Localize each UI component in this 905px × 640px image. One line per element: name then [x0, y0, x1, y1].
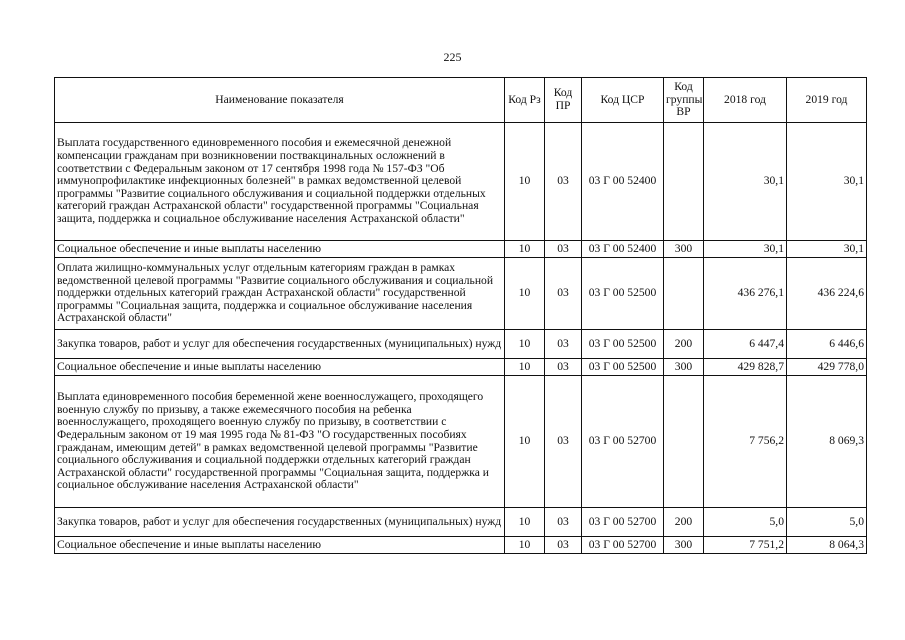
- row-2019: 6 446,6: [787, 330, 867, 359]
- header-csr: Код ЦСР: [582, 78, 664, 123]
- row-2018: 5,0: [704, 508, 787, 537]
- row-rz: 10: [505, 258, 545, 330]
- row-vr: 200: [664, 508, 704, 537]
- row-pr: 03: [545, 330, 582, 359]
- table-row: [55, 359, 867, 376]
- row-2019: 429 778,0: [787, 359, 867, 376]
- table-row: [55, 330, 867, 359]
- row-name: Закупка товаров, работ и услуг для обеспечения государственных (муниципальных) нужд: [55, 508, 505, 537]
- row-2019: 30,1: [787, 241, 867, 258]
- budget-table: [54, 77, 867, 554]
- row-vr: 300: [664, 359, 704, 376]
- row-rz: 10: [505, 508, 545, 537]
- row-2018: 30,1: [704, 241, 787, 258]
- row-csr: 03 Г 00 52700: [582, 376, 664, 508]
- row-2018: 436 276,1: [704, 258, 787, 330]
- header-vr: Код группы ВР: [664, 78, 704, 123]
- row-csr: 03 Г 00 52700: [582, 508, 664, 537]
- row-name: Социальное обеспечение и иные выплаты населению: [55, 241, 505, 258]
- row-2019: 8 064,3: [787, 537, 867, 554]
- row-rz: 10: [505, 241, 545, 258]
- row-vr: [664, 258, 704, 330]
- row-rz: 10: [505, 537, 545, 554]
- row-2018: 30,1: [704, 123, 787, 241]
- row-2019: 5,0: [787, 508, 867, 537]
- row-name: Социальное обеспечение и иные выплаты населению: [55, 359, 505, 376]
- header-2019: 2019 год: [787, 78, 867, 123]
- row-pr: 03: [545, 359, 582, 376]
- table-row: [55, 258, 867, 330]
- table-row: [55, 537, 867, 554]
- header-2018: 2018 год: [704, 78, 787, 123]
- row-2018: 7 751,2: [704, 537, 787, 554]
- row-vr: 300: [664, 537, 704, 554]
- row-csr: 03 Г 00 52500: [582, 330, 664, 359]
- row-csr: 03 Г 00 52500: [582, 258, 664, 330]
- row-2018: 7 756,2: [704, 376, 787, 508]
- row-name: Выплата единовременного пособия беременной жене военнослужащего, проходящего военную службу по призыву, а также ежемесячного пособия на ребенка военнослужащего, проходящего военную службу по призыву, в соответствии с Федеральным законом от 19 мая 1995 года № 81-ФЗ "О государственных пособиях гражданам, имеющим детей" в рамках ведомственной целевой программы "Развитие социального обслуживания и социальной поддержки отдельных категорий граждан Астраханской области" государственной программы "Социальная защита, поддержка и социальное обслуживание населения Астраханской области": [55, 376, 505, 508]
- table-header-row: [55, 78, 867, 123]
- row-rz: 10: [505, 330, 545, 359]
- row-pr: 03: [545, 258, 582, 330]
- row-name: Выплата государственного единовременного пособия и ежемесячной денежной компенсации гражданам при возникновении поствакцинальных осложнений в соответствии с Федеральным законом от 17 сентября 1998 года № 157-ФЗ "Об иммунопрофилактике инфекционных болезней" в рамках ведомственной целевой программы "Развитие социального обслуживания и социальной поддержки отдельных категорий граждан Астраханской области" государственной программы "Социальная защита, поддержка и социальное обслуживание населения Астраханской области": [55, 123, 505, 241]
- row-pr: 03: [545, 537, 582, 554]
- row-csr: 03 Г 00 52500: [582, 359, 664, 376]
- row-vr: [664, 123, 704, 241]
- row-rz: 10: [505, 359, 545, 376]
- table-row: [55, 241, 867, 258]
- row-2019: 436 224,6: [787, 258, 867, 330]
- row-name: Оплата жилищно-коммунальных услуг отдельным категориям граждан в рамках ведомственной целевой программы "Развитие социального обслуживания и социальной поддержки отдельных категорий граждан Астраханской области" государственной программы "Социальная защита, поддержка и социальное обслуживание населения Астраханской области": [55, 258, 505, 330]
- row-2018: 429 828,7: [704, 359, 787, 376]
- row-csr: 03 Г 00 52700: [582, 537, 664, 554]
- row-vr: [664, 376, 704, 508]
- row-csr: 03 Г 00 52400: [582, 123, 664, 241]
- row-csr: 03 Г 00 52400: [582, 241, 664, 258]
- row-vr: 300: [664, 241, 704, 258]
- header-pr: Код ПР: [545, 78, 582, 123]
- header-rz: Код Рз: [505, 78, 545, 123]
- table-row: [55, 376, 867, 508]
- row-pr: 03: [545, 123, 582, 241]
- table-row: [55, 123, 867, 241]
- row-rz: 10: [505, 376, 545, 508]
- row-pr: 03: [545, 508, 582, 537]
- header-name: Наименование показателя: [55, 78, 505, 123]
- row-2019: 8 069,3: [787, 376, 867, 508]
- table-row: [55, 508, 867, 537]
- row-vr: 200: [664, 330, 704, 359]
- row-name: Закупка товаров, работ и услуг для обеспечения государственных (муниципальных) нужд: [55, 330, 505, 359]
- row-2018: 6 447,4: [704, 330, 787, 359]
- row-2019: 30,1: [787, 123, 867, 241]
- row-pr: 03: [545, 376, 582, 508]
- row-pr: 03: [545, 241, 582, 258]
- row-name: Социальное обеспечение и иные выплаты населению: [55, 537, 505, 554]
- page-number: 225: [443, 50, 462, 64]
- row-rz: 10: [505, 123, 545, 241]
